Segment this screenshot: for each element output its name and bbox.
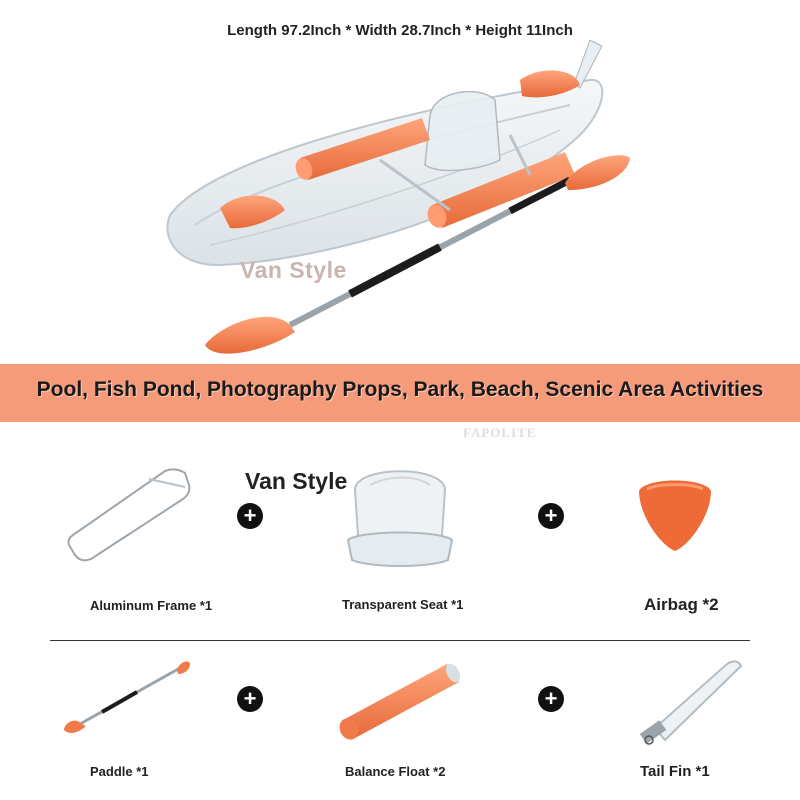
item-label-aluminum-frame: Aluminum Frame *1 [90, 598, 213, 613]
plus-icon: + [538, 503, 564, 529]
activities-banner-text: Pool, Fish Pond, Photography Props, Park, Beach, Scenic Area Activities [36, 378, 764, 401]
dimensions-caption: Length 97.2Inch * Width 28.7Inch * Height 11Inch [227, 22, 573, 39]
item-label-balance-float: Balance Float *2 [345, 764, 446, 779]
balance-float-icon [335, 658, 465, 743]
paddle-icon [62, 658, 192, 738]
row-divider [50, 640, 750, 641]
plus-icon: + [237, 503, 263, 529]
plus-icon: + [538, 686, 564, 712]
plus-icon: + [237, 686, 263, 712]
item-label-transparent-seat: Transparent Seat *1 [342, 597, 464, 612]
aluminum-frame-icon [65, 465, 195, 565]
item-label-airbag: Airbag *2 [644, 595, 719, 614]
hero-watermark: Van Style [240, 257, 347, 283]
tail-fin-icon [635, 658, 745, 748]
airbag-icon [635, 475, 715, 555]
items-watermark: Van Style [245, 468, 348, 494]
item-label-paddle: Paddle *1 [90, 764, 149, 779]
kayak-illustration [150, 40, 650, 370]
brand-watermark: FAPOLITE [463, 425, 537, 440]
item-label-tail-fin: Tail Fin *1 [640, 763, 710, 780]
transparent-seat-icon [340, 460, 460, 570]
kayak-seat [425, 92, 500, 171]
